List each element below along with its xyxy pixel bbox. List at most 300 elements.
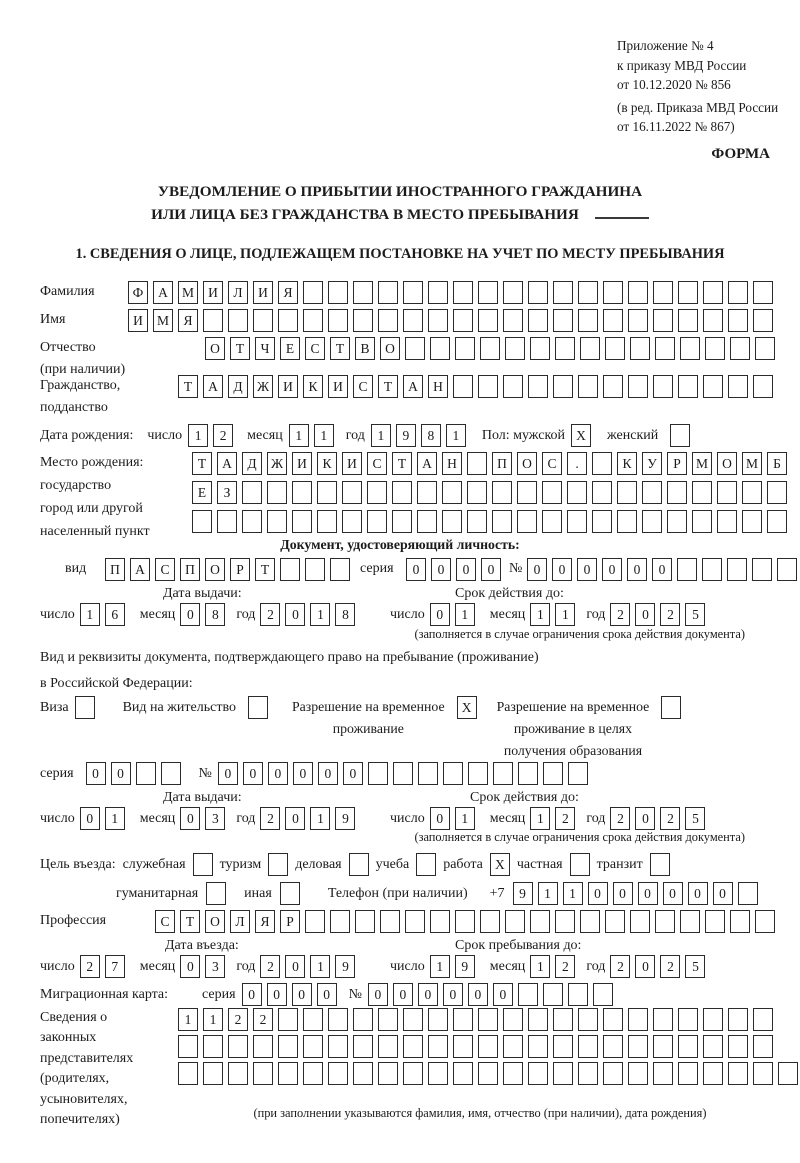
char-cell[interactable]: 2 [660, 603, 680, 626]
char-cell[interactable] [503, 1062, 523, 1085]
char-cell[interactable] [253, 309, 273, 332]
char-cell[interactable] [453, 1035, 473, 1058]
char-cell[interactable] [642, 510, 662, 533]
char-cell[interactable] [203, 1062, 223, 1085]
char-cell[interactable]: 0 [418, 983, 438, 1006]
char-cell[interactable] [728, 281, 748, 304]
purpose-business-checkbox[interactable] [349, 853, 369, 876]
char-cell[interactable] [528, 375, 548, 398]
char-cell[interactable]: 1 [563, 882, 583, 905]
char-cell[interactable] [393, 762, 413, 785]
char-cell[interactable]: 9 [396, 424, 416, 447]
char-cell[interactable] [752, 558, 772, 581]
char-cell[interactable]: 0 [456, 558, 476, 581]
residence-permit-checkbox[interactable] [248, 696, 268, 719]
char-cell[interactable] [617, 481, 637, 504]
char-cell[interactable] [367, 510, 387, 533]
char-cell[interactable] [442, 510, 462, 533]
char-cell[interactable] [442, 481, 462, 504]
char-cell[interactable] [303, 281, 323, 304]
char-cell[interactable] [653, 1008, 673, 1031]
char-cell[interactable] [478, 1035, 498, 1058]
char-cell[interactable]: З [217, 481, 237, 504]
char-cell[interactable]: Т [180, 910, 200, 933]
char-cell[interactable]: 0 [218, 762, 238, 785]
char-cell[interactable] [678, 1008, 698, 1031]
char-cell[interactable] [753, 281, 773, 304]
char-cell[interactable] [518, 762, 538, 785]
char-cell[interactable] [453, 281, 473, 304]
char-cell[interactable]: 2 [610, 955, 630, 978]
temp-residence-checkbox[interactable] [457, 696, 477, 719]
char-cell[interactable] [528, 309, 548, 332]
char-cell[interactable] [328, 309, 348, 332]
char-cell[interactable]: П [492, 452, 512, 475]
char-cell[interactable]: 0 [268, 762, 288, 785]
char-cell[interactable]: А [217, 452, 237, 475]
char-cell[interactable]: А [403, 375, 423, 398]
char-cell[interactable]: М [178, 281, 198, 304]
char-cell[interactable] [278, 1062, 298, 1085]
char-cell[interactable]: X [571, 424, 591, 447]
char-cell[interactable] [705, 337, 725, 360]
char-cell[interactable] [317, 510, 337, 533]
char-cell[interactable] [328, 1008, 348, 1031]
char-cell[interactable] [430, 337, 450, 360]
visa-checkbox[interactable] [75, 696, 95, 719]
char-cell[interactable]: Т [255, 558, 275, 581]
char-cell[interactable]: Л [230, 910, 250, 933]
char-cell[interactable] [505, 910, 525, 933]
char-cell[interactable] [703, 281, 723, 304]
char-cell[interactable]: 1 [530, 955, 550, 978]
char-cell[interactable]: X [490, 853, 510, 876]
char-cell[interactable] [503, 1035, 523, 1058]
char-cell[interactable]: 0 [635, 807, 655, 830]
char-cell[interactable] [528, 1035, 548, 1058]
char-cell[interactable]: 0 [430, 603, 450, 626]
char-cell[interactable]: К [317, 452, 337, 475]
char-cell[interactable]: 0 [713, 882, 733, 905]
char-cell[interactable]: 1 [314, 424, 334, 447]
char-cell[interactable]: 3 [205, 955, 225, 978]
char-cell[interactable] [678, 1035, 698, 1058]
char-cell[interactable] [670, 424, 690, 447]
char-cell[interactable] [667, 481, 687, 504]
char-cell[interactable] [428, 281, 448, 304]
char-cell[interactable] [161, 762, 181, 785]
char-cell[interactable]: А [417, 452, 437, 475]
char-cell[interactable] [303, 309, 323, 332]
char-cell[interactable] [417, 510, 437, 533]
char-cell[interactable] [428, 1035, 448, 1058]
char-cell[interactable]: 2 [260, 955, 280, 978]
char-cell[interactable] [453, 309, 473, 332]
char-cell[interactable] [777, 558, 797, 581]
char-cell[interactable]: 0 [285, 955, 305, 978]
char-cell[interactable]: П [105, 558, 125, 581]
char-cell[interactable] [228, 1062, 248, 1085]
char-cell[interactable]: 1 [555, 603, 575, 626]
char-cell[interactable]: 0 [292, 983, 312, 1006]
char-cell[interactable] [203, 309, 223, 332]
char-cell[interactable] [567, 481, 587, 504]
char-cell[interactable]: 0 [635, 603, 655, 626]
char-cell[interactable] [478, 1062, 498, 1085]
char-cell[interactable] [778, 1062, 798, 1085]
char-cell[interactable]: 0 [293, 762, 313, 785]
char-cell[interactable] [455, 337, 475, 360]
char-cell[interactable] [653, 281, 673, 304]
char-cell[interactable]: У [642, 452, 662, 475]
char-cell[interactable] [542, 510, 562, 533]
char-cell[interactable] [653, 375, 673, 398]
char-cell[interactable] [280, 558, 300, 581]
char-cell[interactable] [305, 558, 325, 581]
char-cell[interactable] [75, 696, 95, 719]
char-cell[interactable]: Ч [255, 337, 275, 360]
char-cell[interactable] [553, 1035, 573, 1058]
char-cell[interactable]: 0 [343, 762, 363, 785]
char-cell[interactable] [378, 1008, 398, 1031]
char-cell[interactable]: 0 [663, 882, 683, 905]
char-cell[interactable]: 0 [406, 558, 426, 581]
char-cell[interactable] [753, 1062, 773, 1085]
char-cell[interactable] [753, 1035, 773, 1058]
char-cell[interactable] [467, 510, 487, 533]
char-cell[interactable] [136, 762, 156, 785]
char-cell[interactable]: С [367, 452, 387, 475]
char-cell[interactable] [553, 1008, 573, 1031]
char-cell[interactable]: О [205, 558, 225, 581]
char-cell[interactable] [355, 910, 375, 933]
char-cell[interactable] [303, 1062, 323, 1085]
char-cell[interactable] [667, 510, 687, 533]
purpose-transit-checkbox[interactable] [650, 853, 670, 876]
char-cell[interactable] [530, 910, 550, 933]
char-cell[interactable]: 1 [530, 603, 550, 626]
char-cell[interactable] [453, 375, 473, 398]
char-cell[interactable] [403, 1062, 423, 1085]
char-cell[interactable]: О [717, 452, 737, 475]
char-cell[interactable]: Р [667, 452, 687, 475]
char-cell[interactable] [206, 882, 226, 905]
sex-male-checkbox[interactable] [571, 424, 591, 447]
char-cell[interactable]: 0 [393, 983, 413, 1006]
char-cell[interactable] [330, 910, 350, 933]
char-cell[interactable] [555, 337, 575, 360]
char-cell[interactable] [292, 481, 312, 504]
char-cell[interactable] [678, 281, 698, 304]
char-cell[interactable]: 0 [577, 558, 597, 581]
char-cell[interactable] [378, 1035, 398, 1058]
char-cell[interactable] [317, 481, 337, 504]
char-cell[interactable]: И [278, 375, 298, 398]
char-cell[interactable] [703, 1008, 723, 1031]
char-cell[interactable]: С [155, 558, 175, 581]
char-cell[interactable] [328, 1062, 348, 1085]
char-cell[interactable] [480, 910, 500, 933]
char-cell[interactable] [553, 281, 573, 304]
char-cell[interactable] [605, 337, 625, 360]
char-cell[interactable] [680, 910, 700, 933]
char-cell[interactable] [553, 309, 573, 332]
char-cell[interactable] [530, 337, 550, 360]
char-cell[interactable] [661, 696, 681, 719]
char-cell[interactable]: И [292, 452, 312, 475]
char-cell[interactable] [617, 510, 637, 533]
char-cell[interactable]: Д [242, 452, 262, 475]
char-cell[interactable] [353, 309, 373, 332]
char-cell[interactable] [542, 481, 562, 504]
char-cell[interactable]: 2 [228, 1008, 248, 1031]
char-cell[interactable] [753, 1008, 773, 1031]
char-cell[interactable] [580, 337, 600, 360]
char-cell[interactable]: К [617, 452, 637, 475]
char-cell[interactable]: 1 [446, 424, 466, 447]
char-cell[interactable]: 0 [242, 983, 262, 1006]
char-cell[interactable]: 5 [685, 807, 705, 830]
char-cell[interactable]: Е [192, 481, 212, 504]
char-cell[interactable]: 1 [455, 603, 475, 626]
char-cell[interactable] [742, 481, 762, 504]
char-cell[interactable]: 2 [555, 807, 575, 830]
purpose-official-checkbox[interactable] [193, 853, 213, 876]
char-cell[interactable] [730, 910, 750, 933]
char-cell[interactable]: 0 [588, 882, 608, 905]
char-cell[interactable] [453, 1008, 473, 1031]
char-cell[interactable] [703, 1062, 723, 1085]
char-cell[interactable] [328, 281, 348, 304]
char-cell[interactable] [692, 510, 712, 533]
char-cell[interactable] [543, 983, 563, 1006]
char-cell[interactable] [742, 510, 762, 533]
char-cell[interactable] [678, 309, 698, 332]
char-cell[interactable] [567, 510, 587, 533]
char-cell[interactable]: О [517, 452, 537, 475]
char-cell[interactable] [692, 481, 712, 504]
char-cell[interactable] [653, 309, 673, 332]
char-cell[interactable] [203, 1035, 223, 1058]
char-cell[interactable]: 0 [80, 807, 100, 830]
char-cell[interactable]: М [742, 452, 762, 475]
char-cell[interactable] [468, 762, 488, 785]
char-cell[interactable] [428, 1008, 448, 1031]
char-cell[interactable] [503, 1008, 523, 1031]
char-cell[interactable]: Т [192, 452, 212, 475]
char-cell[interactable] [253, 1062, 273, 1085]
char-cell[interactable]: Б [767, 452, 787, 475]
purpose-private-checkbox[interactable] [570, 853, 590, 876]
char-cell[interactable]: 0 [627, 558, 647, 581]
char-cell[interactable] [767, 510, 787, 533]
char-cell[interactable]: 0 [468, 983, 488, 1006]
char-cell[interactable] [353, 1062, 373, 1085]
char-cell[interactable]: К [303, 375, 323, 398]
char-cell[interactable]: 0 [527, 558, 547, 581]
char-cell[interactable] [492, 510, 512, 533]
char-cell[interactable] [702, 558, 722, 581]
char-cell[interactable]: Ф [128, 281, 148, 304]
char-cell[interactable]: 0 [111, 762, 131, 785]
char-cell[interactable] [330, 558, 350, 581]
char-cell[interactable] [403, 309, 423, 332]
char-cell[interactable] [467, 452, 487, 475]
char-cell[interactable] [392, 481, 412, 504]
char-cell[interactable]: 1 [203, 1008, 223, 1031]
char-cell[interactable] [703, 1035, 723, 1058]
char-cell[interactable]: 1 [178, 1008, 198, 1031]
char-cell[interactable] [403, 1008, 423, 1031]
char-cell[interactable]: 3 [205, 807, 225, 830]
char-cell[interactable] [528, 1008, 548, 1031]
char-cell[interactable]: А [203, 375, 223, 398]
char-cell[interactable] [242, 510, 262, 533]
char-cell[interactable]: 9 [335, 807, 355, 830]
char-cell[interactable]: Р [230, 558, 250, 581]
char-cell[interactable]: 1 [310, 955, 330, 978]
char-cell[interactable]: 0 [493, 983, 513, 1006]
char-cell[interactable] [578, 1035, 598, 1058]
char-cell[interactable]: 2 [555, 955, 575, 978]
char-cell[interactable] [603, 1062, 623, 1085]
char-cell[interactable] [517, 510, 537, 533]
char-cell[interactable]: 8 [205, 603, 225, 626]
char-cell[interactable] [553, 1062, 573, 1085]
char-cell[interactable]: 2 [660, 955, 680, 978]
char-cell[interactable]: И [342, 452, 362, 475]
char-cell[interactable]: 2 [80, 955, 100, 978]
char-cell[interactable] [443, 762, 463, 785]
char-cell[interactable] [305, 910, 325, 933]
char-cell[interactable]: 1 [310, 807, 330, 830]
char-cell[interactable]: И [128, 309, 148, 332]
char-cell[interactable]: X [457, 696, 477, 719]
char-cell[interactable] [518, 983, 538, 1006]
char-cell[interactable]: Ж [267, 452, 287, 475]
char-cell[interactable] [228, 1035, 248, 1058]
char-cell[interactable] [728, 309, 748, 332]
char-cell[interactable] [368, 762, 388, 785]
char-cell[interactable] [767, 481, 787, 504]
char-cell[interactable]: Д [228, 375, 248, 398]
char-cell[interactable] [717, 510, 737, 533]
char-cell[interactable]: О [205, 910, 225, 933]
char-cell[interactable] [628, 375, 648, 398]
char-cell[interactable] [578, 281, 598, 304]
char-cell[interactable] [328, 1035, 348, 1058]
char-cell[interactable]: 1 [188, 424, 208, 447]
char-cell[interactable]: Я [278, 281, 298, 304]
purpose-humanitarian-checkbox[interactable] [206, 882, 226, 905]
char-cell[interactable]: 1 [455, 807, 475, 830]
char-cell[interactable]: Ж [253, 375, 273, 398]
char-cell[interactable]: 1 [310, 603, 330, 626]
char-cell[interactable] [680, 337, 700, 360]
char-cell[interactable] [578, 1008, 598, 1031]
char-cell[interactable] [303, 1035, 323, 1058]
char-cell[interactable]: А [153, 281, 173, 304]
char-cell[interactable] [342, 481, 362, 504]
char-cell[interactable]: 0 [267, 983, 287, 1006]
char-cell[interactable]: И [203, 281, 223, 304]
char-cell[interactable]: Н [442, 452, 462, 475]
char-cell[interactable] [267, 481, 287, 504]
char-cell[interactable] [753, 309, 773, 332]
char-cell[interactable]: Т [378, 375, 398, 398]
char-cell[interactable] [248, 696, 268, 719]
char-cell[interactable]: Н [428, 375, 448, 398]
char-cell[interactable]: И [253, 281, 273, 304]
char-cell[interactable]: 0 [317, 983, 337, 1006]
char-cell[interactable] [728, 1008, 748, 1031]
purpose-other-checkbox[interactable] [280, 882, 300, 905]
char-cell[interactable] [503, 281, 523, 304]
char-cell[interactable] [603, 1008, 623, 1031]
char-cell[interactable] [268, 853, 288, 876]
char-cell[interactable]: 1 [371, 424, 391, 447]
char-cell[interactable] [278, 1008, 298, 1031]
char-cell[interactable] [378, 281, 398, 304]
char-cell[interactable]: О [205, 337, 225, 360]
char-cell[interactable] [378, 309, 398, 332]
char-cell[interactable]: 7 [105, 955, 125, 978]
char-cell[interactable] [193, 853, 213, 876]
char-cell[interactable] [428, 1062, 448, 1085]
char-cell[interactable]: Р [280, 910, 300, 933]
char-cell[interactable]: 0 [443, 983, 463, 1006]
char-cell[interactable]: 0 [602, 558, 622, 581]
char-cell[interactable]: 1 [80, 603, 100, 626]
char-cell[interactable] [453, 1062, 473, 1085]
char-cell[interactable] [728, 1062, 748, 1085]
char-cell[interactable] [678, 375, 698, 398]
char-cell[interactable]: В [355, 337, 375, 360]
char-cell[interactable]: 9 [335, 955, 355, 978]
char-cell[interactable]: Т [230, 337, 250, 360]
char-cell[interactable] [630, 910, 650, 933]
char-cell[interactable] [503, 375, 523, 398]
char-cell[interactable] [703, 309, 723, 332]
char-cell[interactable]: С [542, 452, 562, 475]
char-cell[interactable]: 0 [635, 955, 655, 978]
char-cell[interactable] [493, 762, 513, 785]
char-cell[interactable] [467, 481, 487, 504]
char-cell[interactable]: Т [178, 375, 198, 398]
char-cell[interactable]: Я [255, 910, 275, 933]
char-cell[interactable]: . [567, 452, 587, 475]
char-cell[interactable] [405, 337, 425, 360]
char-cell[interactable] [578, 1062, 598, 1085]
sex-female-checkbox[interactable] [670, 424, 690, 447]
char-cell[interactable]: Л [228, 281, 248, 304]
char-cell[interactable] [755, 337, 775, 360]
char-cell[interactable] [267, 510, 287, 533]
char-cell[interactable] [517, 481, 537, 504]
char-cell[interactable] [292, 510, 312, 533]
char-cell[interactable] [630, 337, 650, 360]
char-cell[interactable]: С [305, 337, 325, 360]
purpose-tourism-checkbox[interactable] [268, 853, 288, 876]
char-cell[interactable] [543, 762, 563, 785]
char-cell[interactable] [178, 1035, 198, 1058]
char-cell[interactable] [242, 481, 262, 504]
char-cell[interactable] [303, 1008, 323, 1031]
char-cell[interactable] [603, 1035, 623, 1058]
char-cell[interactable]: 0 [180, 603, 200, 626]
char-cell[interactable] [628, 1035, 648, 1058]
char-cell[interactable] [605, 910, 625, 933]
